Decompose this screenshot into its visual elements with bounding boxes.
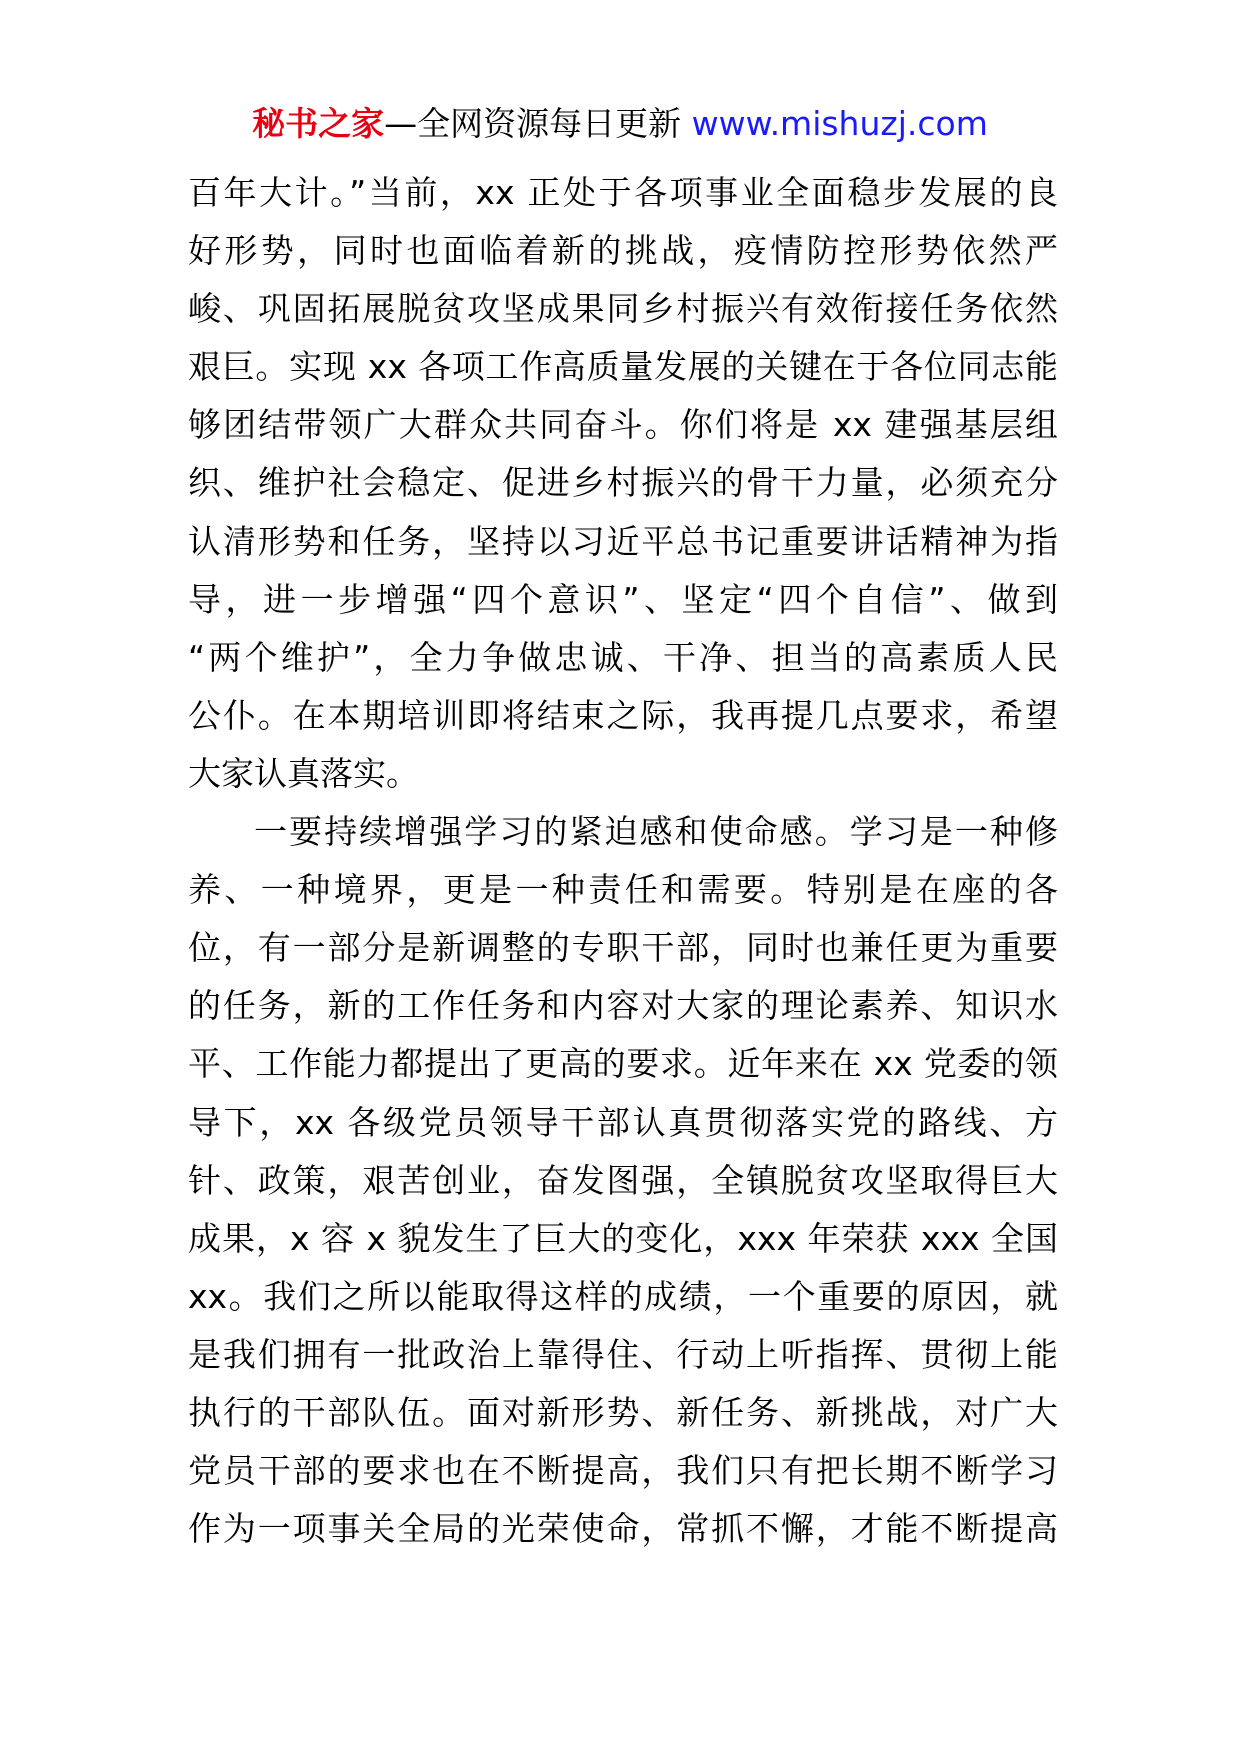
text-line: 养、一种境界，更是一种责任和需要。特别是在座的各 — [188, 870, 1058, 910]
text-line: 好形势，同时也面临着新的挑战，疫情防控形势依然严 — [188, 231, 1058, 271]
text-line: 织、维护社会稳定、促进乡村振兴的骨干力量，必须充分 — [188, 463, 1058, 503]
text-line: “两个维护”，全力争做忠诚、干净、担当的高素质人民 — [188, 637, 1058, 677]
text-line: 平、工作能力都提出了更高的要求。近年来在 xx 党委的领 — [188, 1044, 1058, 1084]
text-line: 成果，x 容 x 貌发生了巨大的变化，xxx 年荣获 xxx 全国 — [188, 1218, 1058, 1258]
text-line: 导下，xx 各级党员领导干部认真贯彻落实党的路线、方 — [188, 1102, 1058, 1142]
site-url-link[interactable]: www.mishuzj.com — [691, 104, 988, 143]
text-line: 够团结带领广大群众共同奋斗。你们将是 xx 建强基层组 — [188, 405, 1058, 445]
site-brand: 秘书之家 — [252, 104, 385, 143]
text-line: 党员干部的要求也在不断提高，我们只有把长期不断学习 — [188, 1451, 1058, 1491]
text-line: 是我们拥有一批政治上靠得住、行动上听指挥、贯彻上能 — [188, 1334, 1058, 1374]
text-line: 针、政策，艰苦创业，奋发图强，全镇脱贫攻坚取得巨大 — [188, 1160, 1058, 1200]
text-line: 的任务，新的工作任务和内容对大家的理论素养、知识水 — [188, 986, 1058, 1026]
site-tagline: —全网资源每日更新 — [384, 104, 692, 143]
text-line: xx。我们之所以能取得这样的成绩，一个重要的原因，就 — [188, 1276, 1058, 1316]
site-header — [0, 98, 1240, 150]
text-line: 峻、巩固拓展脱贫攻坚成果同乡村振兴有效衔接任务依然 — [188, 289, 1058, 329]
text-line: 位，有一部分是新调整的专职干部，同时也兼任更为重要 — [188, 928, 1058, 968]
document-body — [188, 164, 1058, 1558]
text-line: 导，进一步增强“四个意识”、坚定“四个自信”、做到 — [188, 579, 1058, 619]
text-line: 执行的干部队伍。面对新形势、新任务、新挑战，对广大 — [188, 1392, 1058, 1432]
paragraph-first-line: 一要持续增强学习的紧迫感和使命感。学习是一种修 — [254, 812, 1058, 852]
text-line: 公仆。在本期培训即将结束之际，我再提几点要求，希望 — [188, 695, 1058, 735]
text-line: 百年大计。”当前，xx 正处于各项事业全面稳步发展的良 — [188, 173, 1058, 212]
paragraph-end-line: 大家认真落实。 — [188, 753, 419, 793]
text-line: 认清形势和任务，坚持以习近平总书记重要讲话精神为指 — [188, 521, 1058, 561]
text-line: 艰巨。实现 xx 各项工作高质量发展的关键在于各位同志能 — [188, 347, 1058, 387]
text-line: 作为一项事关全局的光荣使命，常抓不懈，才能不断提高 — [188, 1509, 1058, 1549]
